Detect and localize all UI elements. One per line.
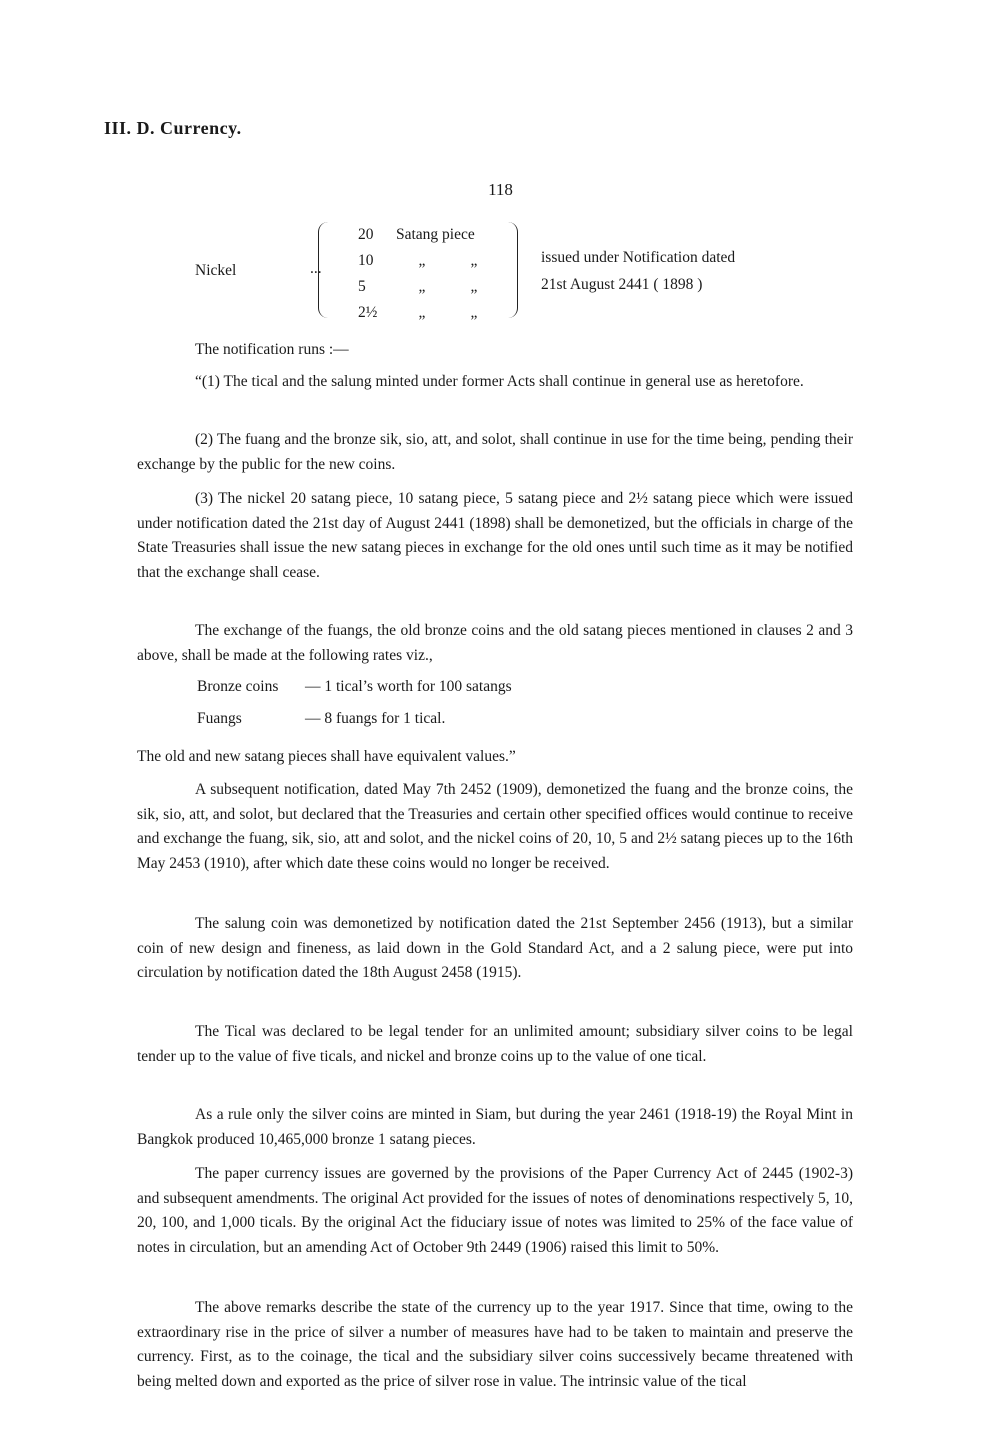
denomination-list	[358, 222, 498, 326]
ditto-mark: „	[470, 252, 478, 269]
page-number: 118	[488, 180, 513, 199]
ditto-mark: „	[418, 278, 426, 295]
ditto-mark: „	[418, 252, 426, 269]
leader-dots: ...	[310, 260, 322, 277]
paragraph-clause-1: “(1) The tical and the salung minted under former Acts shall continue in general use as heretofore.	[195, 373, 804, 390]
paragraph-exchange: The exchange of the fuangs, the old bronze coins and the old satang pieces mentioned in clauses 2 and 3 above, shall be made at the following rates viz.,	[137, 622, 853, 664]
denomination-value: 20	[358, 226, 374, 243]
ditto-mark: „	[470, 278, 478, 295]
rate-row	[197, 678, 512, 696]
nickel-coin-table	[0, 218, 1001, 328]
ditto-mark: „	[470, 304, 478, 321]
denomination-value: 2½	[358, 304, 378, 321]
denomination-value: 10	[358, 252, 374, 269]
paragraph-clause-3: (3) The nickel 20 satang piece, 10 satang piece, 5 satang piece and 2½ satang piece which were issued under notification dated the 21st day of August 2441 (1898) shall be demonetized, but the officials in charge of the State Treasuries shall issue the new satang pieces in exchange for the old ones until such time as it may be notified that the exchange shall cease.	[137, 490, 853, 581]
denomination-unit: Satang piece	[396, 226, 475, 243]
rate-name: Bronze coins	[197, 678, 279, 695]
rate-value: — 8 fuangs for 1 tical.	[305, 710, 446, 727]
paragraph-mint: As a rule only the silver coins are minted in Siam, but during the year 2461 (1918-19) the Royal Mint in Bangkok produced 10,465,000 bronze 1 satang pieces.	[137, 1106, 853, 1148]
denomination-row	[358, 222, 498, 248]
paragraph-equivalent: The old and new satang pieces shall have equivalent values.”	[137, 748, 516, 765]
rate-name: Fuangs	[197, 710, 242, 727]
denomination-row	[358, 248, 498, 274]
paragraph-intro: The notification runs :—	[195, 341, 349, 358]
right-brace	[505, 222, 518, 318]
left-brace	[318, 222, 331, 318]
issued-line: 21st August 2441 ( 1898 )	[541, 276, 703, 293]
section-header: III. D. Currency.	[104, 118, 242, 138]
issued-line: issued under Notification dated	[541, 249, 736, 266]
issued-note	[541, 244, 735, 298]
paragraph-legal-tender: The Tical was declared to be legal tender for an unlimited amount; subsidiary silver coins to be legal tender up to the value of five ticals, and nickel and bronze coins up to the value of one tical.	[137, 1023, 853, 1065]
denomination-value: 5	[358, 278, 366, 295]
paragraph-salung: The salung coin was demonetized by notification dated the 21st September 2456 (1913), but a similar coin of new design and fineness, as laid down in the Gold Standard Act, and a 2 salung piece, were put into circulation by notification dated the 18th August 2458 (1915).	[137, 915, 853, 981]
paragraph-paper-currency: The paper currency issues are governed by the provisions of the Paper Currency Act of 2445 (1902-3) and subsequent amendments. The original Act provided for the issues of notes of denominations respectively 5, 10, 20, 100, and 1,000 ticals. By the original Act the fiduciary issue of notes was limited to 25% of the face value of notes in circulation, but an amending Act of October 9th 2449 (1906) raised this limit to 50%.	[137, 1165, 853, 1256]
nickel-label: Nickel	[195, 262, 237, 279]
ditto-mark: „	[418, 304, 426, 321]
denomination-row	[358, 274, 498, 300]
paragraph-1909-notification: A subsequent notification, dated May 7th 2452 (1909), demonetized the fuang and the bronze coins, the sik, sio, att, and solot, but declared that the Treasuries and certain other specified offices would continue to receive and exchange the fuang, sik, sio, att and solot, and the nickel coins of 20, 10, 5 and 2½ satang pieces up to the 16th May 2453 (1910), after which date these coins would no longer be received.	[137, 781, 853, 872]
paragraph-clause-2: (2) The fuang and the bronze sik, sio, att, and solot, shall continue in use for the time being, pending their exchange by the public for the new coins.	[137, 431, 853, 473]
rate-row	[197, 710, 445, 728]
rate-value: — 1 tical’s worth for 100 satangs	[305, 678, 512, 695]
denomination-row	[358, 300, 498, 326]
paragraph-since-1917: The above remarks describe the state of the currency up to the year 1917. Since that time, owing to the extraordinary rise in the price of silver a number of measures have had to be taken to maintain and preserve the currency. First, as to the coinage, the tical and the subsidiary silver coins successively became threatened with being melted down and exported as the price of silver rose in value. The intrinsic value of the tical	[137, 1299, 853, 1390]
